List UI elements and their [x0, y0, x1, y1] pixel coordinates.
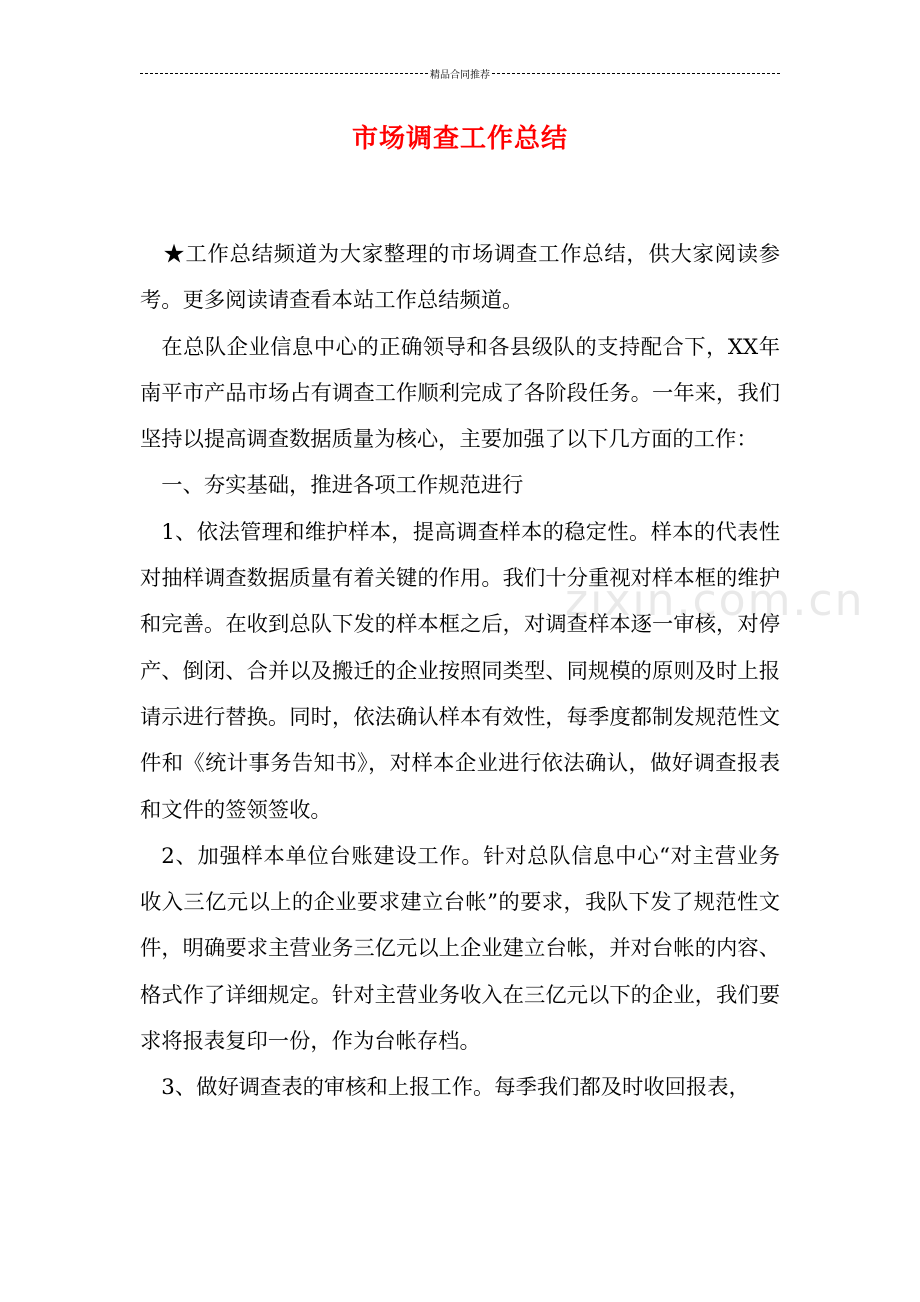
paragraph-intro: ★工作总结频道为大家整理的市场调查工作总结，供大家阅读参考。更多阅读请查看本站工作总结频道。	[140, 242, 780, 314]
paragraph-item-2: 2、加强样本单位台账建设工作。针对总队信息中心“对主营业务收入三亿元以上的企业要求建立台帐”的要求，我队下发了规范性文件，明确要求主营业务三亿元以上企业建立台帐，并对台帐的内容、格式作了详细规定。针对主营业务收入在三亿元以下的企业，我们要求将报表复印一份，作为台帐存档。	[140, 843, 780, 1055]
header-rule-right	[492, 73, 780, 74]
paragraph-item-3: 3、做好调查表的审核和上报工作。每季我们都及时收回报表，	[161, 1075, 750, 1101]
document-title: 市场调查工作总结	[351, 124, 568, 154]
header-rule-left	[140, 73, 428, 74]
paragraph-overview: 在总队企业信息中心的正确领导和各县级队的支持配合下，XX年南平市产品市场占有调查工作顺利完成了各阶段任务。一年来，我们坚持以提高调查数据质量为核心，主要加强了以下几方面的工作：	[140, 334, 780, 453]
document-body	[140, 232, 780, 1112]
paragraph-item-1: 1、依法管理和维护样本，提高调查样本的稳定性。样本的代表性对抽样调查数据质量有着关键的作用。我们十分重视对样本框的维护和完善。在收到总队下发的样本框之后，对调查样本逐一审核，对停产、倒闭、合并以及搬迁的企业按照同类型、同规模的原则及时上报请示进行替换。同时，依法确认样本有效性，每季度都制发规范性文件和《统计事务告知书》，对样本企业进行依法确认，做好调查报表和文件的签领签收。	[140, 519, 780, 823]
header-label: 精品合同推荐	[430, 70, 490, 81]
section-heading-1: 一、夯实基础，推进各项工作规范进行	[161, 473, 524, 499]
header-divider	[140, 66, 780, 81]
watermark: zixin.com.cn	[565, 575, 865, 626]
